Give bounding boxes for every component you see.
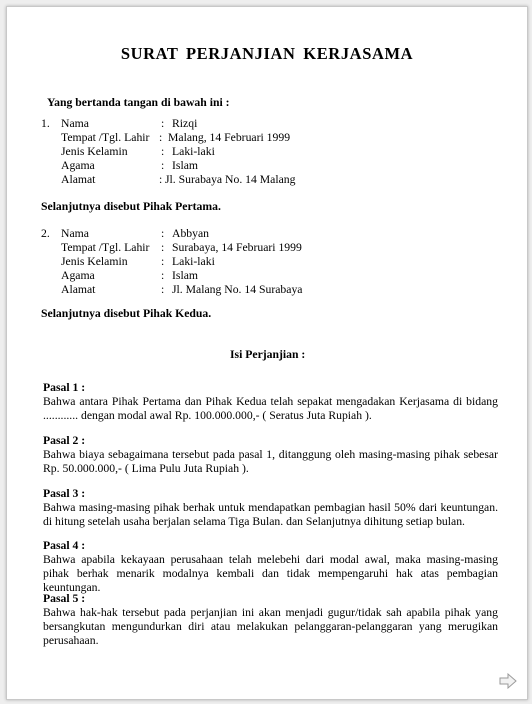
article-2-heading: Pasal 2 : (43, 434, 86, 447)
article-4-text: Bahwa apabila kekayaan perusahaan telah melebehi dari modal awal, maka masing-masing pihak berhak menarik modalnya kembali dan tidak mempengaruhi hak atas pembagian keuntungan. (43, 553, 498, 594)
party-2-religion-value: Islam (172, 269, 198, 282)
arrow-right-icon[interactable] (499, 673, 517, 689)
document-title: SURAT PERJANJIAN KERJASAMA (120, 44, 414, 63)
party-1-address-value: Jl. Surabaya No. 14 Malang (165, 173, 296, 186)
article-3-text: Bahwa masing-masing pihak berhak untuk mendapatkan pembagian hasil 50% dari keuntungan. di hitung setelah usaha berjalan selama Tiga Bulan. dan Selanjutnya dihitung setiap bulan. (43, 501, 498, 528)
party-1-religion-sep: : (161, 159, 165, 172)
party-2-gender-label: Jenis Kelamin (61, 255, 128, 268)
party-1-gender-label: Jenis Kelamin (61, 145, 128, 158)
party-1-name-value: Rizqi (172, 117, 198, 130)
article-5-heading: Pasal 5 : (43, 592, 86, 605)
party-2-name-sep: : (161, 227, 165, 240)
party-2-birth-label: Tempat /Tgl. Lahir (61, 241, 150, 254)
article-4-heading: Pasal 4 : (43, 539, 86, 552)
document-page (6, 6, 528, 700)
article-3-heading: Pasal 3 : (43, 487, 86, 500)
party-2-birth-value: Surabaya, 14 Februari 1999 (172, 241, 302, 254)
party-2-address-sep: : (161, 283, 165, 296)
party-2-designation: Selanjutnya disebut Pihak Kedua. (41, 307, 212, 320)
party-1-gender-value: Laki-laki (172, 145, 215, 158)
party-2-gender-value: Laki-laki (172, 255, 215, 268)
party-1-gender-sep: : (161, 145, 165, 158)
party-1-designation: Selanjutnya disebut Pihak Pertama. (41, 200, 221, 213)
party-1-number: 1. (41, 117, 50, 130)
article-1-heading: Pasal 1 : (43, 381, 86, 394)
party-2-address-value: Jl. Malang No. 14 Surabaya (172, 283, 303, 296)
party-2-name-value: Abbyan (172, 227, 210, 240)
party-1-birth-value: Malang, 14 Februari 1999 (168, 131, 291, 144)
party-1-religion-value: Islam (172, 159, 198, 172)
article-5-text: Bahwa hak-hak tersebut pada perjanjian ini akan menjadi gugur/tidak sah apabila pihak yang bersangkutan mengundurkan diri atau melakukan pelanggaran-pelanggaran yang merugikan perusahaan. (43, 606, 498, 647)
party-2-gender-sep: : (161, 255, 165, 268)
party-1-address-sep: : (159, 173, 163, 186)
party-2-number: 2. (41, 227, 50, 240)
article-2-text: Bahwa biaya sebagaimana tersebut pada pasal 1, ditanggung oleh masing-masing pihak sebesar Rp. 50.000.000,- ( Lima Pulu Juta Rupiah ). (43, 448, 498, 475)
contents-heading: Isi Perjanjian : (230, 348, 306, 361)
party-1-birth-sep: : (159, 131, 163, 144)
party-2-address-label: Alamat (61, 283, 96, 296)
party-1-address-label: Alamat (61, 173, 96, 186)
article-1-text: Bahwa antara Pihak Pertama dan Pihak Kedua telah sepakat mengadakan Kerjasama di bidang ............ dengan modal awal Rp. 100.000.000,- ( Seratus Juta Rupiah ). (43, 395, 498, 422)
party-1-name-label: Nama (61, 117, 89, 130)
party-2-birth-sep: : (161, 241, 165, 254)
party-1-religion-label: Agama (61, 159, 95, 172)
party-1-name-sep: : (161, 117, 165, 130)
party-1-birth-label: Tempat /Tgl. Lahir (61, 131, 150, 144)
party-2-religion-sep: : (161, 269, 165, 282)
party-2-name-label: Nama (61, 227, 89, 240)
party-2-religion-label: Agama (61, 269, 95, 282)
intro-text: Yang bertanda tangan di bawah ini : (47, 96, 230, 109)
